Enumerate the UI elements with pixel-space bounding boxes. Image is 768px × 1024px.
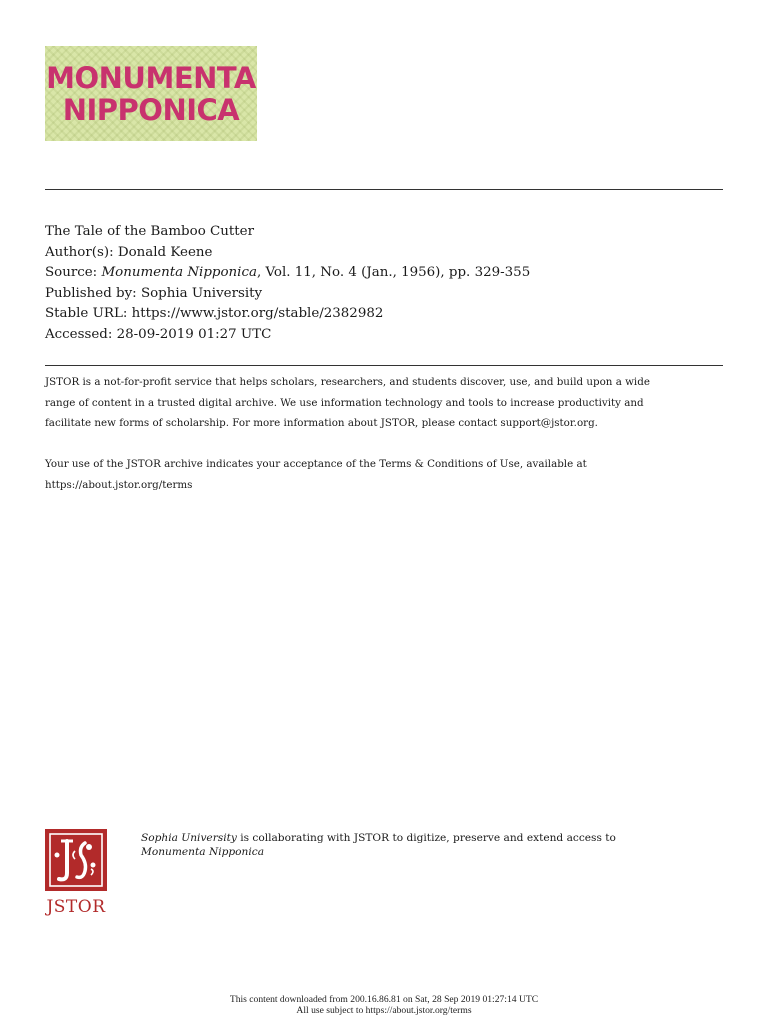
authors-label: Author(s): [45, 244, 118, 260]
footer-line-1: This content downloaded from 200.16.86.81 on Sat, 28 Sep 2019 01:27:14 UTC [229, 994, 539, 1005]
top-divider [45, 189, 723, 190]
source-journal: Monumenta Nipponica [101, 265, 257, 281]
jstor-notice [45, 372, 725, 434]
article-accessed [45, 325, 530, 346]
middle-divider [45, 365, 723, 366]
collaboration-publisher: Sophia University [141, 832, 237, 844]
article-metadata [45, 222, 530, 346]
article-publisher [45, 284, 530, 305]
notice-line: JSTOR is a not-for-profit service that helps scholars, researchers, and students discover, use, and build upon a wide [45, 376, 650, 388]
collaboration-line [141, 832, 731, 846]
jstor-wordmark: JSTOR [46, 897, 106, 917]
article-title: The Tale of the Bamboo Cutter [45, 224, 254, 239]
notice-line: facilitate new forms of scholarship. For more information about JSTOR, please contact support@jstor.org. [45, 417, 598, 429]
article-authors [45, 243, 530, 264]
authors-value: Donald Keene [117, 244, 213, 260]
collaboration-journal: Monumenta Nipponica [141, 845, 265, 858]
download-footer [0, 994, 768, 1016]
collaboration-statement [141, 832, 731, 859]
journal-logo [45, 46, 257, 141]
journal-logo-line-2: NIPPONICA [62, 92, 240, 127]
terms-line: Your use of the JSTOR archive indicates your acceptance of the Terms & Conditions of Use, available at [45, 458, 587, 470]
jstor-logo [45, 829, 107, 918]
article-source [45, 263, 530, 284]
publisher-value: Sophia University [140, 285, 263, 301]
journal-logo-line-1: MONUMENTA [46, 60, 256, 95]
notice-line: range of content in a trusted digital archive. We use information technology and tools to increase productivity and [45, 396, 644, 409]
publisher-label: Published by: [45, 285, 141, 301]
terms-link[interactable]: https://about.jstor.org/terms [45, 478, 193, 491]
source-details: , Vol. 11, No. 4 (Jan., 1956), pp. 329-355 [256, 265, 531, 281]
terms-notice [45, 454, 725, 495]
url-label: Stable URL: [45, 306, 132, 322]
accessed-label: Accessed: [45, 326, 117, 342]
stable-url-link[interactable]: https://www.jstor.org/stable/2382982 [131, 306, 384, 322]
source-label: Source: [45, 265, 102, 281]
article-stable-url [45, 304, 530, 325]
accessed-value: 28-09-2019 01:27 UTC [116, 326, 272, 342]
jstor-emblem-icon [45, 829, 107, 891]
footer-line-2: All use subject to https://about.jstor.org/terms [296, 1005, 472, 1016]
collaboration-journal-line [141, 846, 731, 860]
collaboration-text: is collaborating with JSTOR to digitize, preserve and extend access to [236, 832, 616, 844]
